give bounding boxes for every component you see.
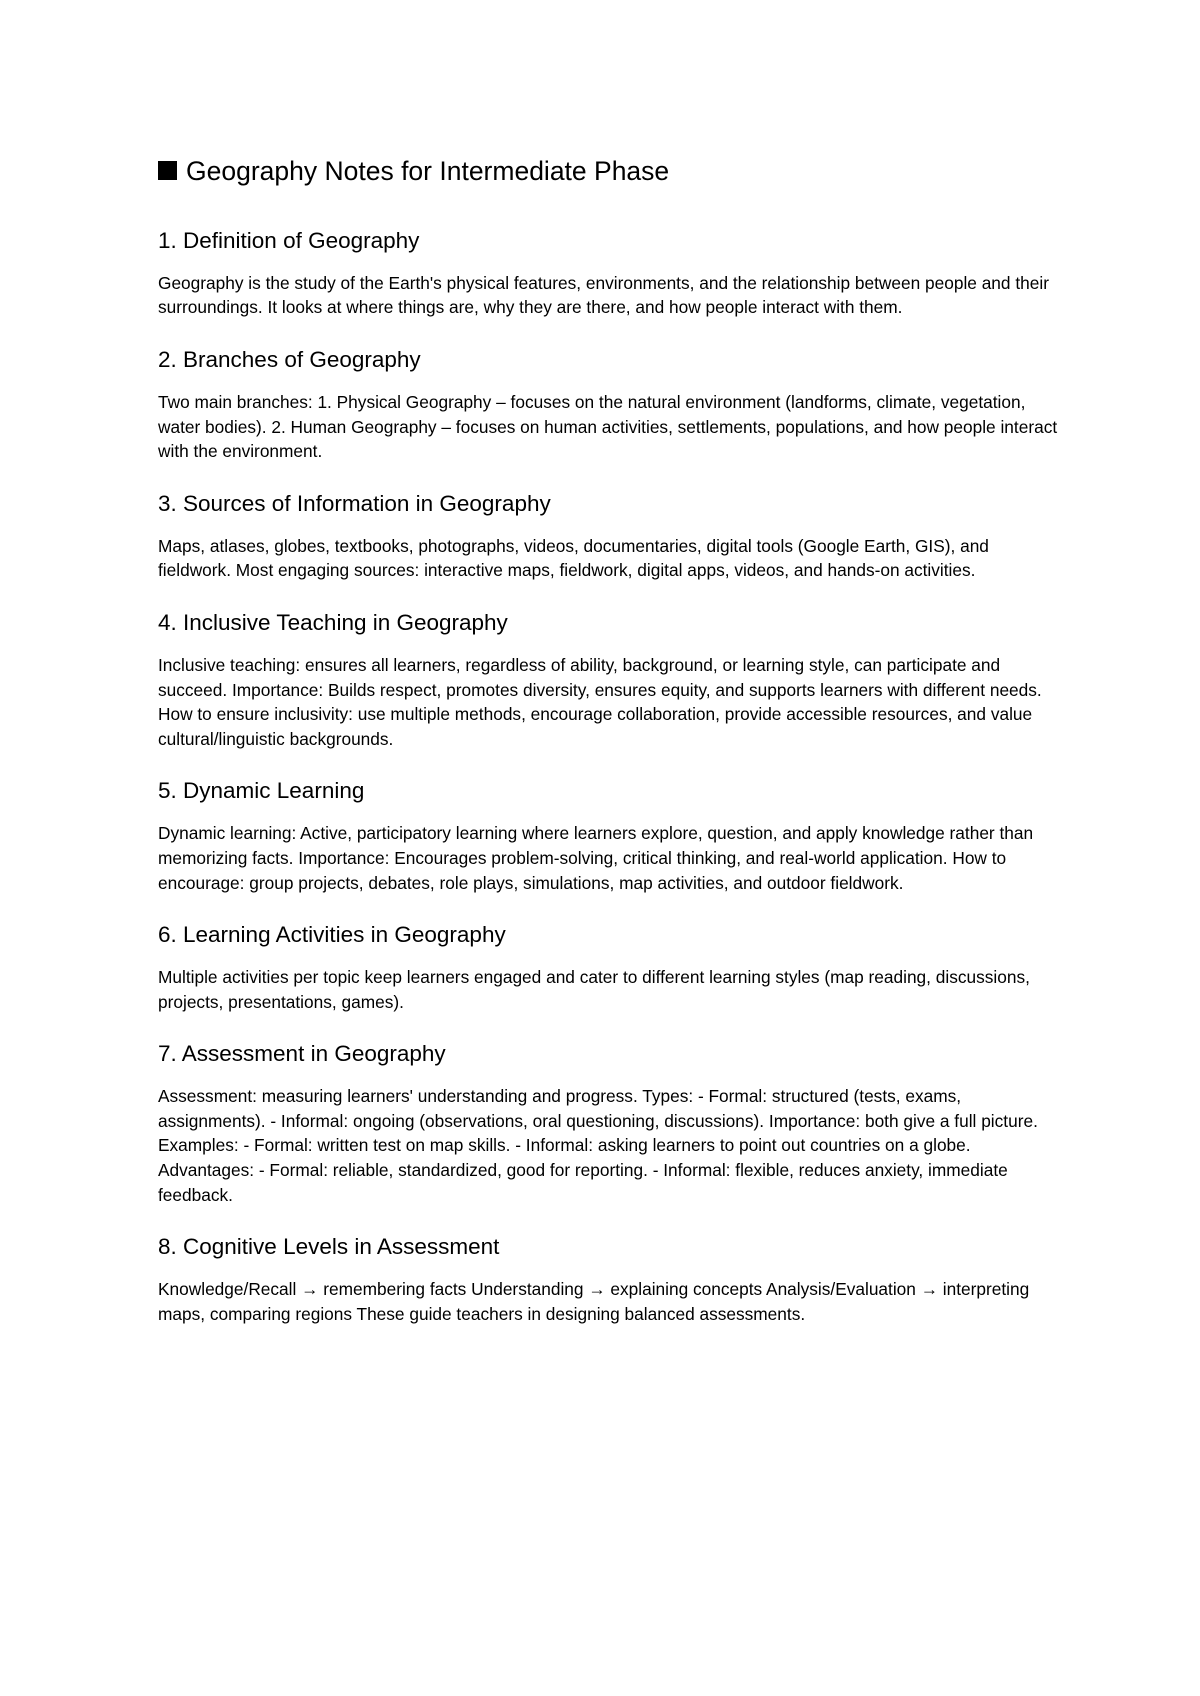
section-heading: 8. Cognitive Levels in Assessment (158, 1234, 500, 1260)
section-sources (158, 490, 1058, 583)
section-body: Two main branches: 1. Physical Geography – focuses on the natural environment (landforms, climate, vegetation, water bodies). 2. Human Geography – focuses on human activities, settlements, populations, and how people interact with the environment. (158, 391, 1058, 462)
section-heading: 2. Branches of Geography (158, 346, 421, 372)
section-body: Maps, atlases, globes, textbooks, photographs, videos, documentaries, digital tools (Google Earth, GIS), and fieldwork. Most engaging sources: interactive maps, fieldwork, digital apps, videos, and hands-on activities. (158, 535, 989, 581)
section-heading: 1. Definition of Geography (158, 227, 420, 253)
section-heading: 4. Inclusive Teaching in Geography (158, 609, 508, 635)
section-cognitive-levels (158, 1233, 1058, 1326)
section-learning-activities (158, 921, 1058, 1014)
section-body: Inclusive teaching: ensures all learners, regardless of ability, background, or learning style, can participate and succeed. Importance: Builds respect, promotes diversity, ensures equity, and supports learners with different needs. How to ensure inclusivity: use multiple methods, encourage collaboration, provide accessible resources, and value cultural/linguistic backgrounds. (158, 654, 1042, 749)
section-body: Dynamic learning: Active, participatory learning where learners explore, question, and apply knowledge rather than memorizing facts. Importance: Encourages problem-solving, critical thinking, and real-world application. How to encourage: group projects, debates, role plays, simulations, map activities, and outdoor fieldwork. (158, 823, 1034, 893)
document-page (158, 156, 1058, 1352)
section-body: Knowledge/Recall → remembering facts Understanding → explaining concepts Analysis/Evaluation → interpreting maps, comparing regions These guide teachers in designing balanced assessments. (158, 1279, 1030, 1324)
document-title-text: Geography Notes for Intermediate Phase (186, 156, 670, 186)
section-heading: 5. Dynamic Learning (158, 778, 365, 804)
section-heading: 7. Assessment in Geography (158, 1041, 446, 1067)
section-body: Geography is the study of the Earth's physical features, environments, and the relationship between people and their surroundings. It looks at where things are, why they are there, and how people interact with them. (158, 272, 1049, 318)
section-body: Multiple activities per topic keep learners engaged and cater to different learning styles (map reading, discussions, projects, presentations, games). (158, 967, 1030, 1012)
section-assessment (158, 1040, 1058, 1207)
section-heading: 3. Sources of Information in Geography (158, 490, 551, 516)
document-title (158, 156, 1058, 188)
black-square-icon (158, 161, 177, 180)
section-body: Assessment: measuring learners' understanding and progress. Types: - Formal: structured (tests, exams, assignments). - Informal: ongoing (observations, oral questioning, discussions). Importance: both give a full picture. Examples: - Formal: written test on map skills. - Informal: asking learners to point out countries on a globe. Advantages: - Formal: reliable, standardized, good for reporting. - Informal: flexible, reduces anxiety, immediate feedback. (158, 1086, 1038, 1205)
section-inclusive-teaching (158, 609, 1058, 751)
section-heading: 6. Learning Activities in Geography (158, 922, 506, 948)
section-branches (158, 346, 1058, 464)
section-definition (158, 227, 1058, 320)
section-dynamic-learning (158, 777, 1058, 895)
